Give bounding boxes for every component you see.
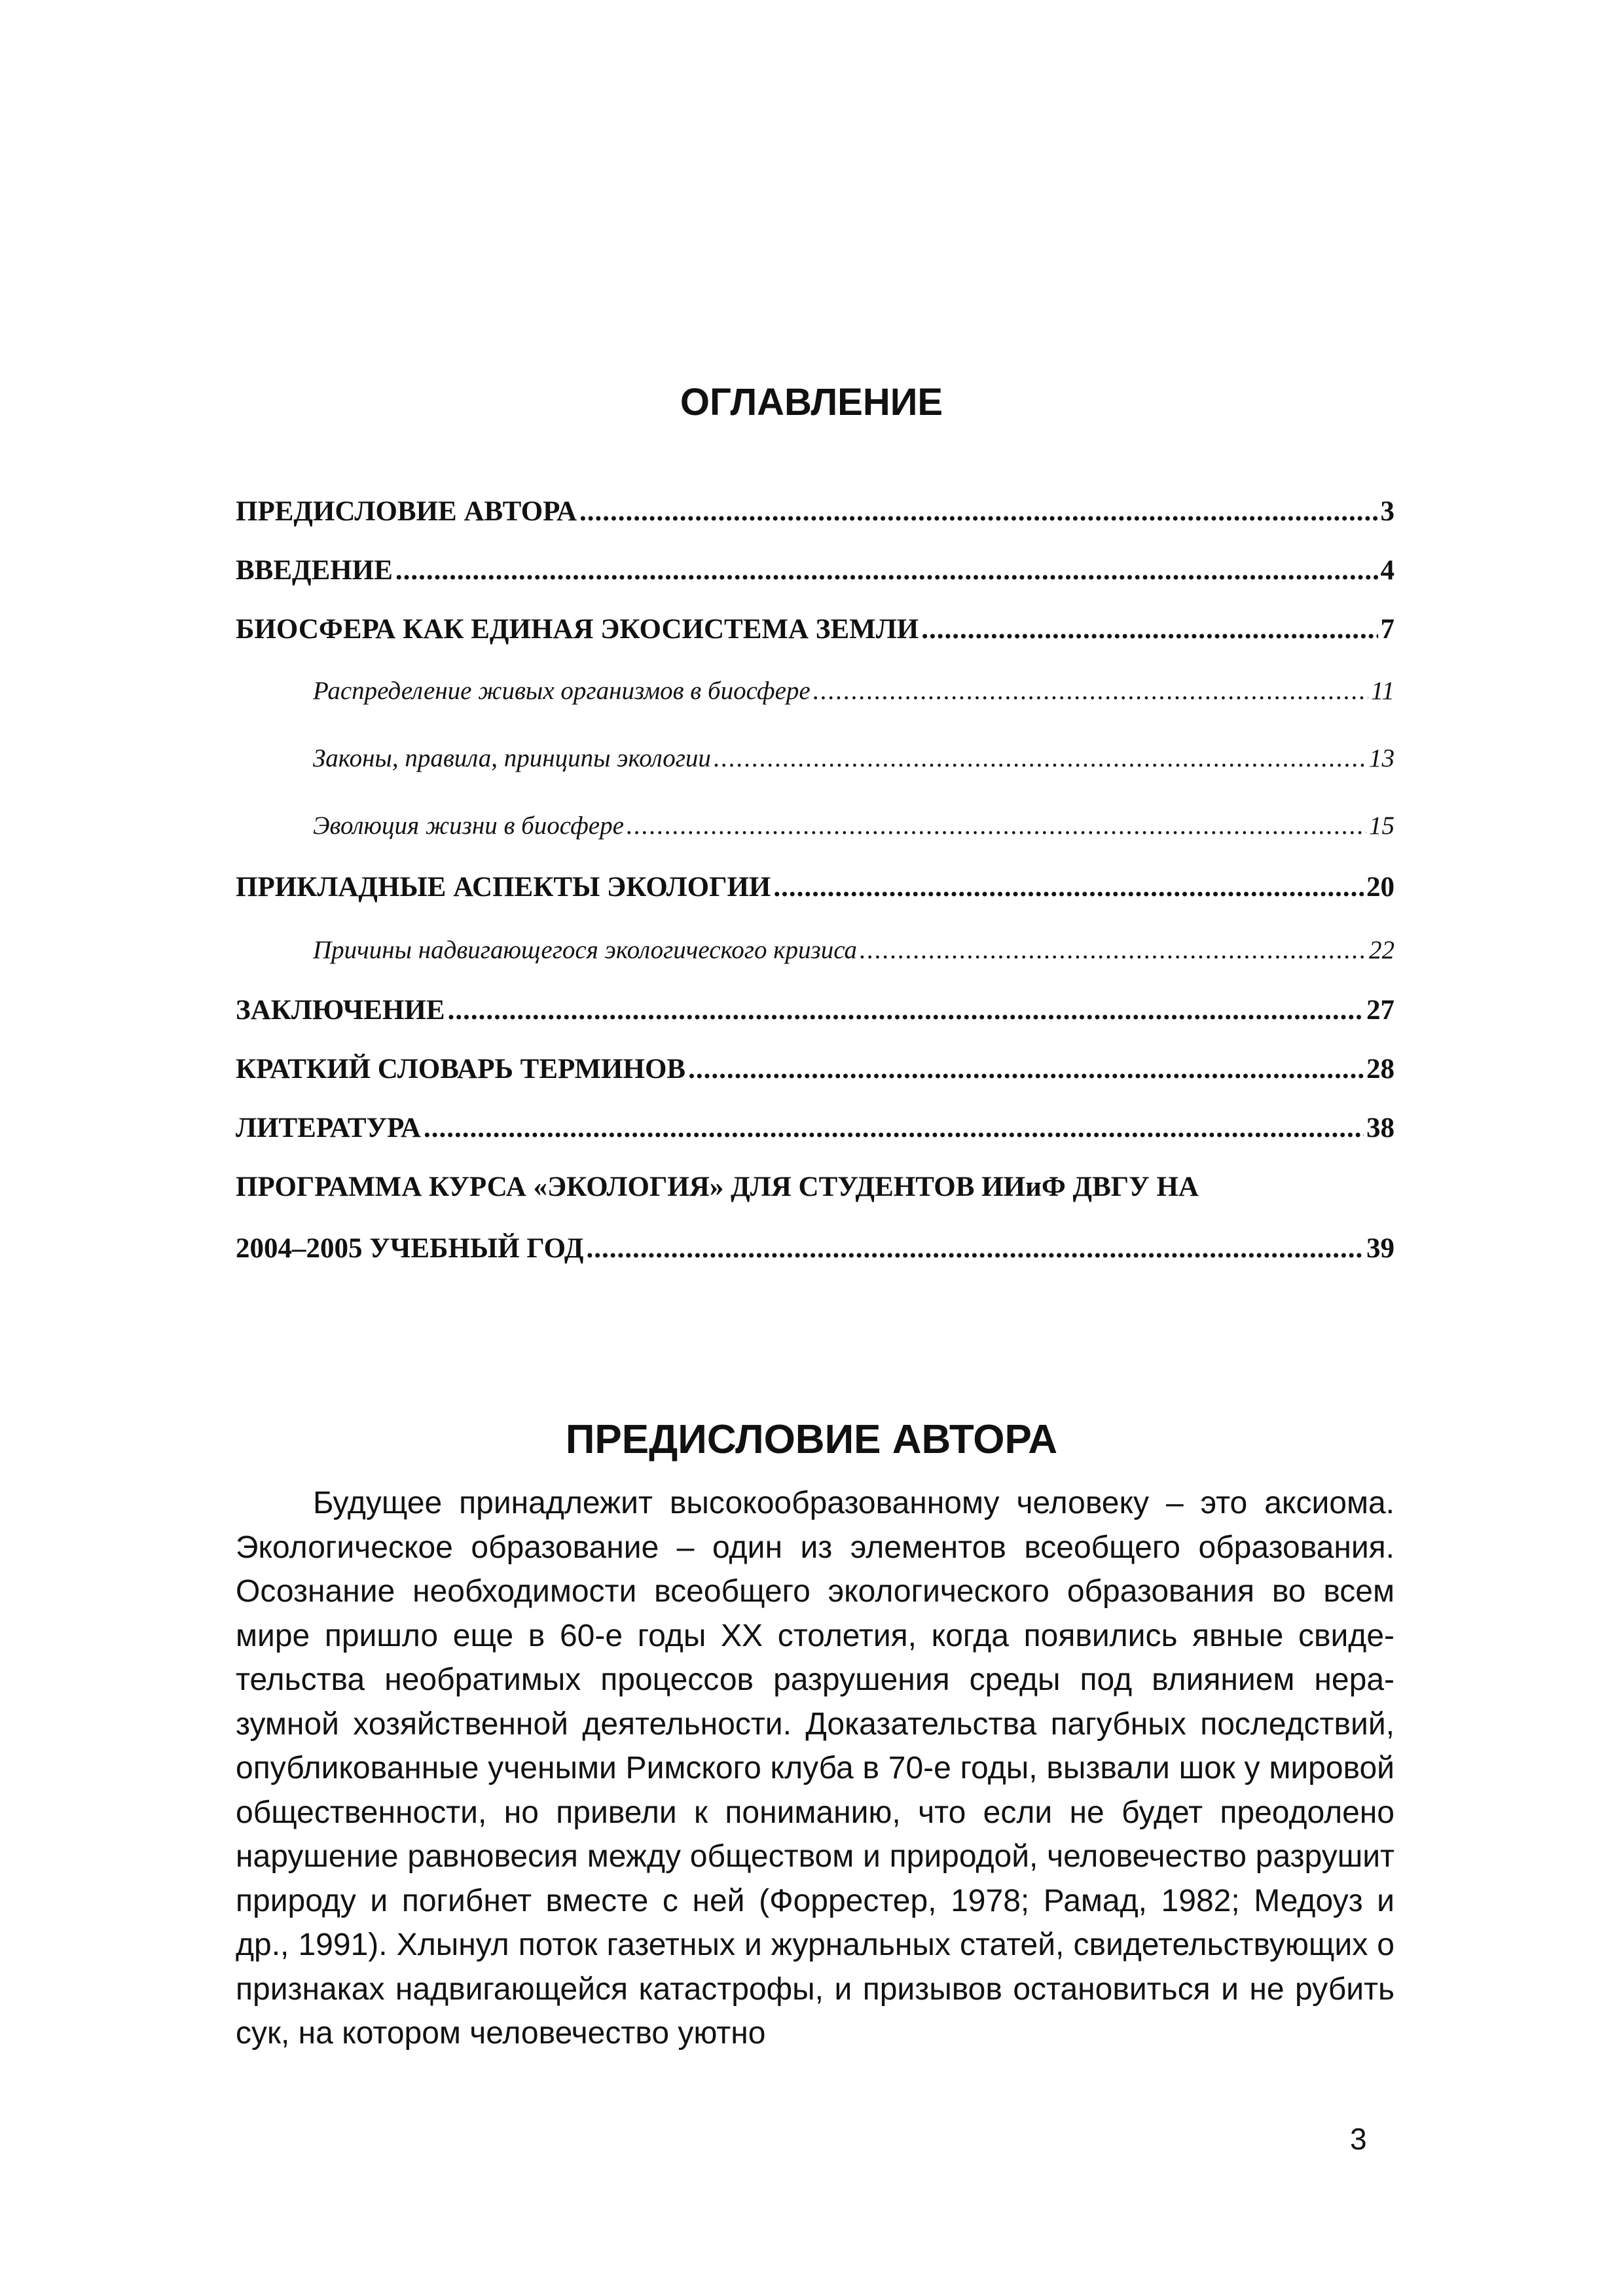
toc-entry-program-line1[interactable]: ПРОГРАММА КУРСА «ЭКОЛОГИЯ» ДЛЯ СТУДЕНТОВ ИИиФ ДВГУ НА: [236, 1172, 1199, 1202]
dot-leader: [579, 492, 1378, 531]
toc-entry-page: 3: [1380, 496, 1395, 527]
dot-leader: [424, 1109, 1364, 1148]
preface-heading: ПРЕДИСЛОВИЕ АВТОРА: [565, 1417, 1058, 1462]
dot-leader: [587, 1229, 1364, 1268]
toc-entry-page: 38: [1366, 1113, 1395, 1143]
toc-entry-title: ПРИКЛАДНЫЕ АСПЕКТЫ ЭКОЛОГИИ: [236, 872, 771, 903]
toc-entry-page: 22: [1369, 936, 1395, 964]
toc-entry-title: БИОСФЕРА КАК ЕДИНАЯ ЭКОСИСТЕМА ЗЕМЛИ: [236, 614, 919, 645]
toc-entry-title: Эволюция жизни в биосфере: [313, 812, 624, 840]
toc-entry-page: 7: [1380, 614, 1395, 645]
toc-entry-program[interactable]: [236, 1229, 1395, 1268]
toc-subentry-laws[interactable]: [313, 740, 1395, 777]
dot-leader: [688, 1050, 1364, 1089]
toc-entry-literature[interactable]: [236, 1109, 1395, 1148]
toc-entry-conclusion[interactable]: [236, 991, 1395, 1030]
toc-entry-page: 13: [1369, 744, 1395, 772]
toc-entry-applied-aspects[interactable]: [236, 868, 1395, 907]
dot-leader: [921, 610, 1377, 649]
dot-leader: [714, 740, 1366, 777]
toc-entry-introduction[interactable]: [236, 551, 1395, 590]
toc-entry-title: ЗАКЛЮЧЕНИЕ: [236, 995, 445, 1026]
dot-leader: [448, 991, 1364, 1030]
dot-leader: [813, 673, 1368, 709]
toc-entry-page: 15: [1369, 812, 1395, 840]
toc-entry-page: 28: [1366, 1054, 1395, 1085]
toc-entry-page: 4: [1380, 555, 1395, 586]
toc-entry-title: ЛИТЕРАТУРА: [236, 1113, 421, 1143]
dot-leader: [860, 932, 1366, 969]
toc-entry-glossary[interactable]: [236, 1050, 1395, 1089]
toc-entry-title: Причины надвигающегося экологического кризиса: [313, 936, 857, 964]
toc-entry-page: 11: [1370, 677, 1395, 705]
toc-subentry-evolution[interactable]: [313, 808, 1395, 844]
toc-entry-title: ВВЕДЕНИЕ: [236, 555, 393, 586]
toc-heading: ОГЛАВЛЕНИЕ: [680, 381, 943, 423]
toc-entry-title: КРАТКИЙ СЛОВАРЬ ТЕРМИНОВ: [236, 1054, 686, 1085]
toc-entry-biosphere[interactable]: [236, 610, 1395, 649]
dot-leader: [773, 868, 1364, 907]
toc-entry-title: 2004–2005 УЧЕБНЫЙ ГОД: [236, 1233, 584, 1264]
toc-entry-title: ПРЕДИСЛОВИЕ АВТОРА: [236, 496, 577, 527]
toc-entry-page: 27: [1366, 995, 1395, 1026]
toc-entry-page: 39: [1366, 1233, 1395, 1264]
toc-entry-page: 20: [1366, 872, 1395, 903]
dot-leader: [395, 551, 1378, 590]
toc-subentry-distribution[interactable]: [313, 673, 1395, 709]
preface-paragraph: Будущее принадлежит высокообразованному человеку – это аксиома. Экологическое образование – один из элементов всеобщего образования. Осознание необходимости всеобщего экологического образования во всем мире пришло еще в 60-е годы XX столетия, когда появились явные свидетельства необратимых процессов разрушения среды под влиянием неразумной хозяйственной деятельности. Доказательства пагубных последствий, опубликованные учеными Римского клуба в 70-е годы, вызвали шок у мировой общественности, но привели к пониманию, что если не будет преодолено нарушение равновесия между обществом и природой, человечество разрушит природу и погибнет вместе с ней (Форрестер, 1978; Рамад, 1982; Медоуз и др., 1991). Хлынул поток газетных и журнальных статей, свидетельствующих о признаках надвигающейся катастрофы, и призывов остановиться и не рубить сук, на котором человечество уютно: [236, 1486, 1395, 2051]
page-number: 3: [1350, 2122, 1367, 2156]
dot-leader: [627, 808, 1366, 844]
toc-entry-title: Распределение живых организмов в биосфере: [313, 677, 811, 705]
toc-subentry-crisis-causes[interactable]: [313, 932, 1395, 969]
toc-entry-title: Законы, правила, принципы экологии: [313, 744, 711, 772]
toc-entry-preface[interactable]: [236, 492, 1395, 531]
